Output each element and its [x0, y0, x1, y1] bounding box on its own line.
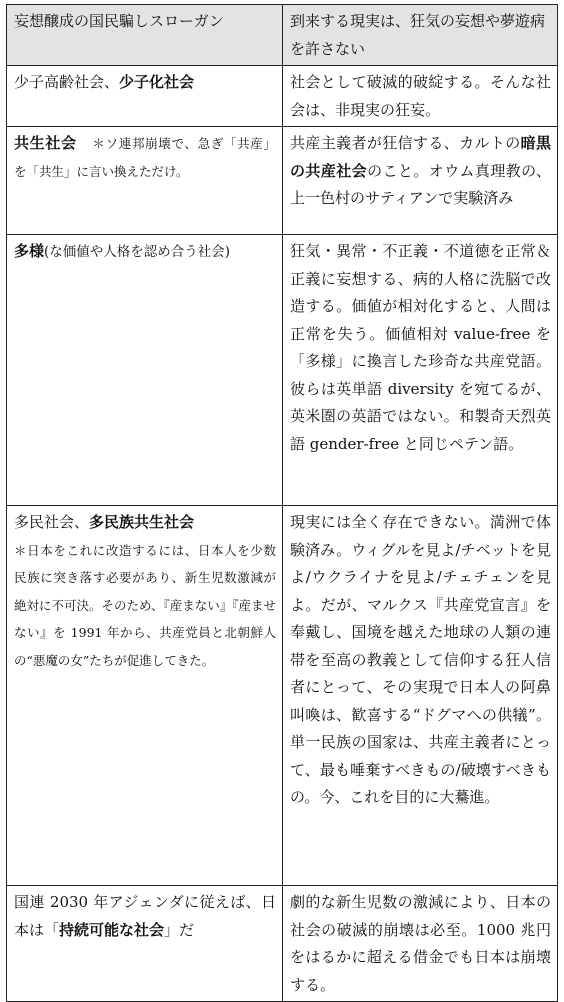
row-3-slogan-bold: 多様	[14, 242, 45, 260]
row-1-slogan	[7, 66, 283, 127]
row-2-slogan-bold: 共生社会	[14, 134, 77, 152]
row-4-slogan-note: ＊日本をこれに改造するには、日本人を少数民族に突き落す必要があり、新生児数激減が絶対に不可決。そのため、『産まない』『産ませない』を 1991 年から、共産党員と北朝鮮人の“悪魔の女”たちが促進してきた。	[14, 542, 277, 668]
header-slogan: 妄想醸成の国民騙しスローガン	[7, 5, 283, 66]
row-5-slogan-bold: 持続可能な社会	[59, 920, 165, 939]
table-row	[7, 66, 558, 127]
row-1-slogan-text: 少子高齢社会、	[14, 73, 120, 91]
row-2-reality-bold: 暗黒の共産社会	[290, 134, 551, 180]
row-5-slogan-post: 」だ	[164, 920, 195, 939]
row-5-reality: 劇的な新生児数の激減により、日本の社会の破滅的崩壊は必至。1000 兆円をはるかに超える借金でも日本は崩壊する。	[283, 886, 558, 1002]
row-3-slogan-paren: (な価値や人格を認め合う社会)	[44, 244, 231, 260]
row-2-reality	[283, 127, 558, 235]
header-reality: 到来する現実は、狂気の妄想や夢遊病を許さない	[283, 5, 558, 66]
table-row	[7, 886, 558, 1002]
row-1-reality: 社会として破滅的破綻する。そんな社会は、非現実の狂妄。	[283, 66, 558, 127]
table-row	[7, 235, 558, 506]
row-5-slogan	[7, 886, 283, 1002]
slogan-reality-table	[6, 4, 558, 1002]
row-3-reality: 狂気・異常・不正義・不道徳を正常＆正義に妄想する、病的人格に洗脳で改造する。価値が相対化すると、人間は正常を失う。価値相対 value-free を「多様」に換言した珍奇な共産党語。彼らは英単語 diversity を宛てるが、英米圏の英語ではない。和製奇天烈英語 gender-free と同じペテン語。	[283, 235, 558, 506]
row-2-slogan-note: ＊ソ連邦崩壊で、急ぎ「共産」を「共生」に言い換えただけ。	[14, 136, 276, 179]
row-2-reality-post: のこと。オウム真理教の、上一色村のサティアンで実験済み	[290, 161, 551, 207]
row-5-slogan-pre: 国連 2030 年アジェンダに従えば、日本は「	[14, 893, 276, 939]
row-4-slogan	[7, 506, 283, 886]
table-header-row	[7, 5, 558, 66]
table-row	[7, 506, 558, 886]
row-2-reality-pre: 共産主義者が狂信する、カルトの	[290, 134, 521, 152]
row-3-slogan	[7, 235, 283, 506]
row-2-slogan	[7, 127, 283, 235]
row-4-slogan-bold: 多民族共生社会	[89, 513, 195, 531]
table-row	[7, 127, 558, 235]
row-4-slogan-text: 多民社会、	[14, 513, 90, 531]
row-1-slogan-bold: 少子化社会	[119, 73, 195, 91]
row-4-reality: 現実には全く存在できない。満洲で体験済み。ウィグルを見よ/チベットを見よ/ウクライナを見よ/チェチェンを見よ。だが、マルクス『共産党宣言』を奉戴し、国境を越えた地球の人類の連帯を至高の教義として信仰する狂人信者にとって、その実現で日本人の阿鼻叫喚は、歓喜する“ドグマへの供犠”。単一民族の国家は、共産主義者にとって、最も唾棄すべきもの/破壊すべきもの。今、これを目的に大驀進。	[283, 506, 558, 886]
